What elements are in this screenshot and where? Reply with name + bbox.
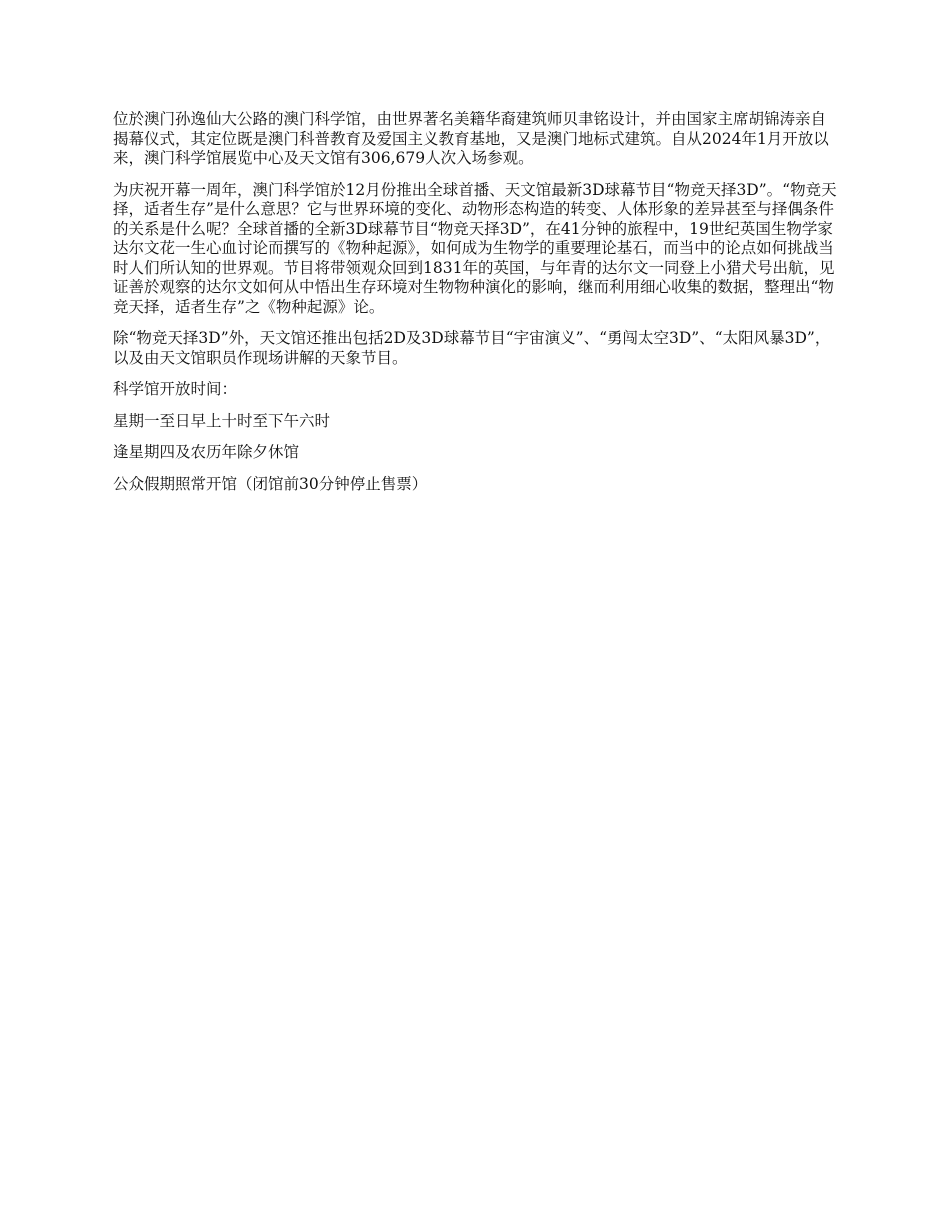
opening-hours-weekly: 星期一至日早上十时至下午六时 — [113, 411, 331, 430]
paragraph-program: 为庆祝开幕一周年，澳门科学馆於12月份推出全球首播、天文馆最新3D球幕节目“物竞天择3D”。“物竞天择，适者生存”是什么意思？它与世界环境的变化、动物形态构造的转变、人体形象的差异甚至与择偶条件的关系是什么呢？全球首播的全新3D球幕节目“物竞天择3D”，在41分钟的旅程中，19世纪英国生物学家达尔文花一生心血讨论而撰写的《物种起源》，如何成为生物学的重要理论基石，而当中的论点如何挑战当时人们所认知的世界观。节目将带领观众回到1831年的英国，与年青的达尔文一同登上小猎犬号出航，见证善於观察的达尔文如何从中悟出生存环境对生物物种演化的影响，继而利用细心收集的数据，整理出“物竞天择，适者生存”之《物种起源》论。 — [113, 180, 837, 316]
document-body — [113, 110, 840, 494]
paragraph-intro: 位於澳门孙逸仙大公路的澳门科学馆，由世界著名美籍华裔建筑师贝聿铭设计，并由国家主席胡锦涛亲自揭幕仪式，其定位既是澳门科普教育及爱国主义教育基地，又是澳门地标式建筑。自从2024年1月开放以来，澳门科学馆展览中心及天文馆有306,679人次入场参观。 — [113, 110, 829, 167]
paragraph-other-programs: 除“物竞天择3D”外，天文馆还推出包括2D及3D球幕节目“宇宙演义”、“勇闯太空3D”、“太阳风暴3D”，以及由天文馆职员作现场讲解的天象节目。 — [113, 329, 831, 367]
opening-hours-heading: 科学馆开放时间： — [113, 380, 238, 398]
public-holiday-note: 公众假期照常开馆（闭馆前30分钟停止售票） — [113, 474, 428, 493]
closing-days: 逢星期四及农历年除夕休馆 — [113, 443, 300, 461]
